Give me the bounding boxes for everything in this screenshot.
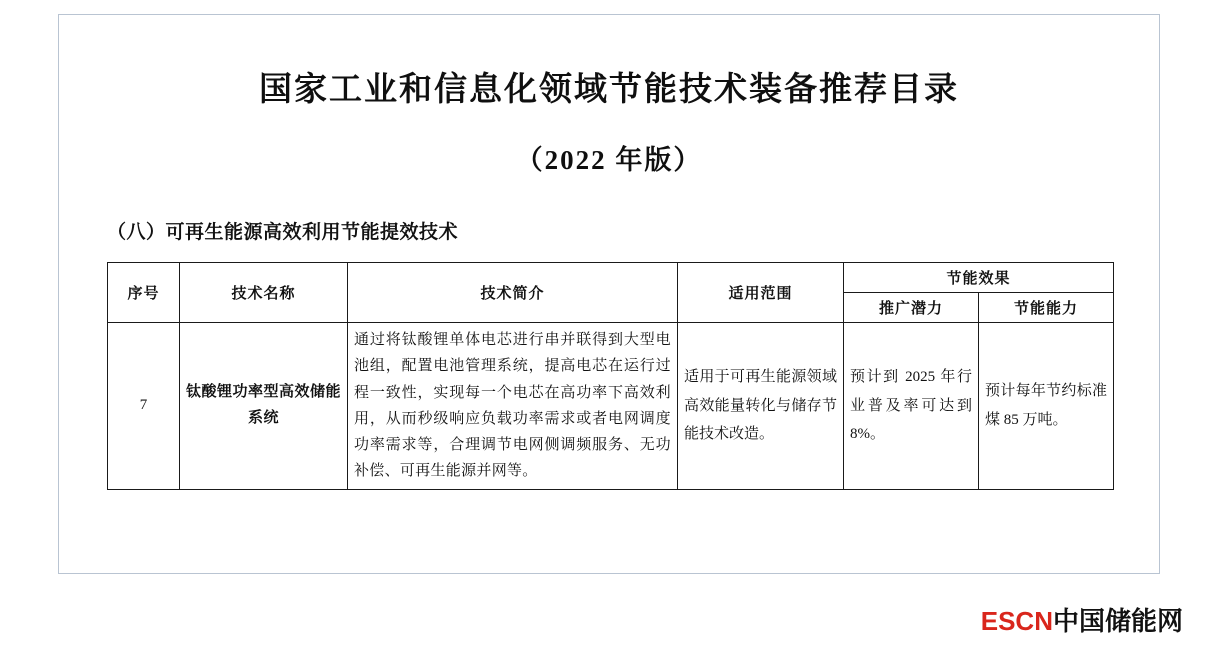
watermark bbox=[981, 601, 1183, 638]
catalog-table bbox=[107, 262, 1114, 490]
header-no: 序号 bbox=[108, 263, 180, 323]
cell-saving-capacity: 预计每年节约标准煤 85 万吨。 bbox=[979, 323, 1114, 490]
page-title: 国家工业和信息化领域节能技术装备推荐目录 bbox=[259, 72, 959, 108]
cell-scope: 适用于可再生能源领域高效能量转化与储存节能技术改造。 bbox=[678, 323, 844, 490]
header-tech-intro: 技术简介 bbox=[348, 263, 678, 323]
header-saving-capacity: 节能能力 bbox=[979, 293, 1114, 323]
header-promotion-potential: 推广潜力 bbox=[844, 293, 979, 323]
header-tech-name: 技术名称 bbox=[180, 263, 348, 323]
document-page bbox=[58, 14, 1160, 574]
watermark-cn: 中国储能网 bbox=[1052, 606, 1183, 636]
cell-tech-name: 钛酸锂功率型高效储能系统 bbox=[180, 323, 348, 490]
table-row bbox=[108, 323, 1114, 490]
cell-promotion-potential: 预计到 2025 年行业普及率可达到 8%。 bbox=[844, 323, 979, 490]
table-header-row bbox=[108, 263, 1114, 293]
cell-no: 7 bbox=[108, 323, 180, 490]
header-effect-group: 节能效果 bbox=[844, 263, 1114, 293]
page-subtitle: （2022 年版） bbox=[515, 145, 703, 175]
header-scope: 适用范围 bbox=[678, 263, 844, 323]
section-heading: （八）可再生能源高效利用节能提效技术 bbox=[107, 222, 459, 243]
watermark-en: ESCN bbox=[980, 606, 1053, 636]
cell-tech-intro: 通过将钛酸锂单体电芯进行串并联得到大型电池组，配置电池管理系统，提高电芯在运行过程一致性，实现每一个电芯在高功率下高效利用，从而秒级响应负载功率需求或者电网调度功率需求等，合理调节电网侧调频服务、无功补偿、可再生能源并网等。 bbox=[348, 323, 678, 490]
